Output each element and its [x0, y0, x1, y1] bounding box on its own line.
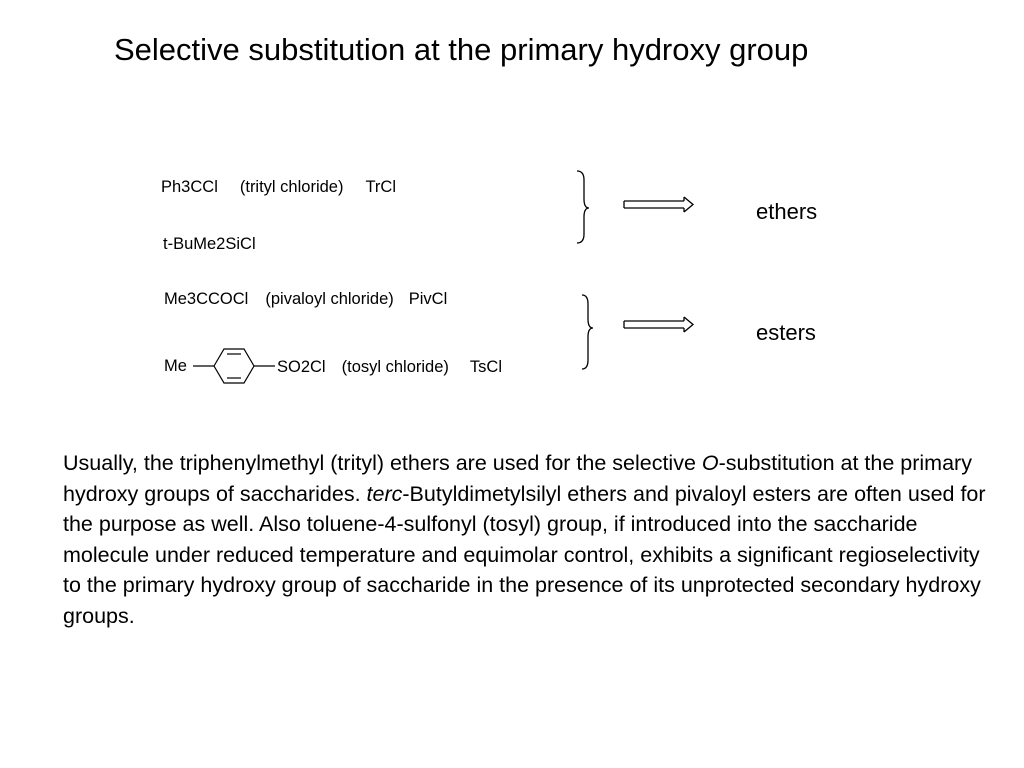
- esters-label: esters: [756, 320, 816, 345]
- slide-title: Selective substitution at the primary hydroxy group: [114, 32, 809, 67]
- ethers-label: ethers: [756, 199, 818, 224]
- trityl-formula: Ph3CCl: [161, 178, 218, 196]
- tosyl-abbr: TsCl: [469, 358, 502, 376]
- ethers-arrow: [624, 197, 693, 212]
- paragraph-italic-terc: terc: [366, 481, 403, 506]
- paragraph-part-1: Usually, the triphenylmethyl (trityl) ethers are used for the selective: [63, 451, 702, 475]
- trityl-name: (trityl chloride): [239, 178, 344, 196]
- reagent-pivaloyl-chloride: [164, 289, 447, 309]
- reagent-tbdms-chloride: [163, 234, 256, 254]
- paragraph-italic-o: O: [701, 451, 719, 475]
- trityl-abbr: TrCl: [365, 178, 397, 196]
- explanation-paragraph: [63, 448, 1003, 632]
- tosyl-me-label: Me: [164, 357, 187, 375]
- reagent-trityl-chloride: [161, 177, 396, 197]
- paragraph-part-3: -Butyldimetylsilyl ethers and pivaloyl esters are often used for the purpose as well. Also toluene-4-sulfonyl (tosyl) group, if introduced into the saccharide molecule under reduced temperature and equimolar control, exhibits a significant regioselectivity to the primary hydroxy group of saccharide in the presence of its unprotected secondary hydroxy groups.: [63, 481, 986, 628]
- pivaloyl-abbr: PivCl: [408, 290, 448, 308]
- tosyl-name: (tosyl chloride): [341, 358, 449, 376]
- paragraph-part-2: -substitution at the primary hydroxy groups of saccharides.: [63, 451, 972, 506]
- ethers-brace: [577, 171, 589, 243]
- esters-brace: [582, 295, 593, 369]
- benzene-ring-icon: [193, 349, 275, 383]
- pivaloyl-formula: Me3CCOCl: [164, 290, 249, 308]
- tosyl-formula: SO2Cl: [277, 358, 326, 376]
- esters-arrow: [624, 317, 693, 332]
- reagent-tosyl-chloride: [277, 357, 502, 377]
- pivaloyl-name: (pivaloyl chloride): [265, 290, 394, 308]
- tbdms-formula: t-BuMe2SiCl: [163, 235, 256, 253]
